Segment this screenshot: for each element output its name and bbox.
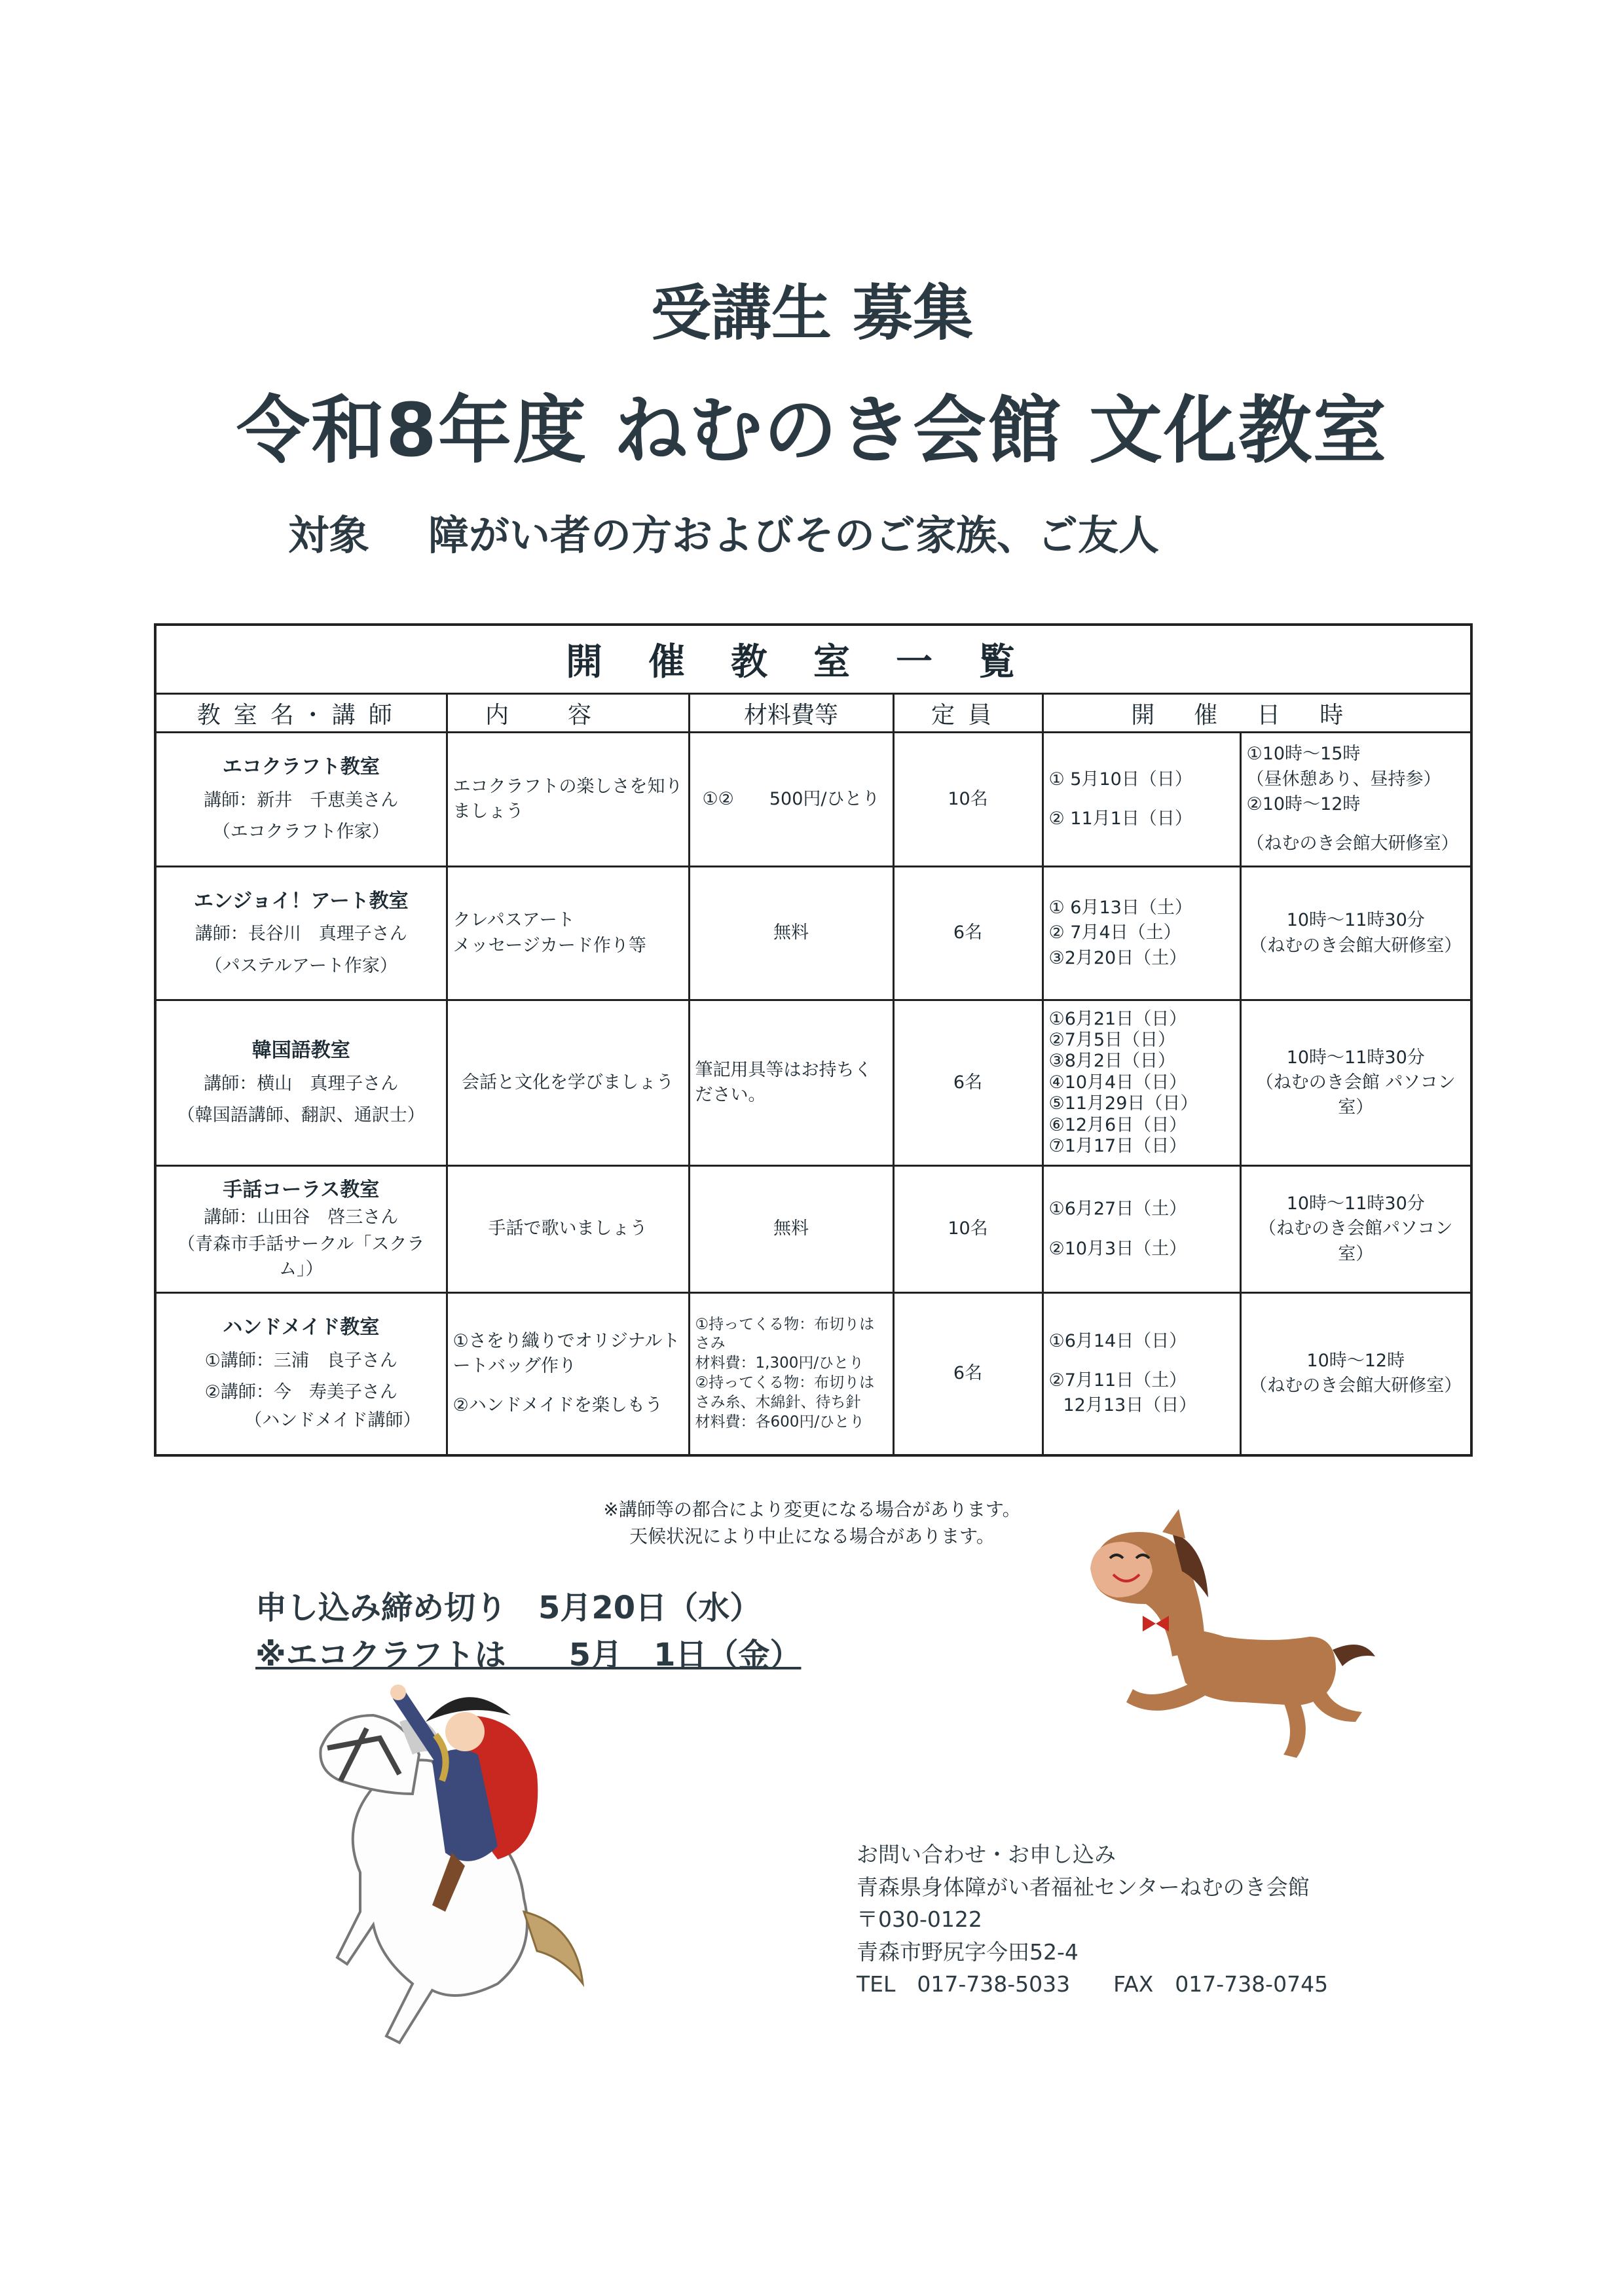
times-cell: 10時～11時30分 （ねむのき会館大研修室） [1240,867,1471,1000]
class-name-cell [155,733,447,867]
capacity-cell: 6名 [893,867,1043,1000]
page-title: 令和8年度 ねむのき会館 文化教室 [236,388,1388,473]
material-cell: 無料 [689,867,893,1000]
times-cell: 10時～12時 （ねむのき会館大研修室） [1240,1293,1471,1455]
teacher-name: ②講師：今 寿美子さん [204,1382,397,1403]
teacher-note: （エコクラフト作家） [212,822,390,843]
teacher-note: （ハンドメイド講師） [244,1410,421,1430]
teacher-name: 講師：横山 真理子さん [204,1073,399,1094]
column-header: 教室名･講師 [155,694,447,733]
table-row [155,1293,1471,1455]
recruit-heading: 受講生 募集 [650,278,974,348]
table-title: 開催教室一覧 [155,625,1471,694]
table-row [155,733,1471,867]
dates-cell: ①6月21日（日） ②7月5日（日） ③8月2日（日） ④10月4日（日） ⑤11月29日（日） ⑥12月6日（日） ⑦1月17日（日） [1043,1000,1240,1166]
teacher-name: 講師：新井 千恵美さん [204,790,399,811]
capacity-cell: 6名 [893,1293,1043,1455]
brown-horse-illustration [1074,1506,1388,1781]
teacher-note: （韓国語講師、翻訳、通訳士） [177,1105,425,1126]
times-cell: 10時～11時30分 （ねむのき会館 パソコン室） [1240,1000,1471,1166]
teacher-name: 講師：長谷川 真理子さん [194,924,407,945]
deadline-ecocraft: ※エコクラフトは 5月 1日（金） [255,1637,802,1673]
capacity-cell: 10名 [893,733,1043,867]
target-audience [288,503,1159,561]
material-cell: 無料 [689,1166,893,1293]
class-name-cell [155,1166,447,1293]
content-cell: クレパスアート メッセージカード作り等 [447,867,689,1000]
content-cell: エコクラフトの楽しさを知りましょう [447,733,689,867]
class-name: ハンドメイド教室 [223,1316,380,1339]
class-schedule-table [154,623,1473,1457]
class-name: 手話コーラス教室 [223,1178,380,1201]
table-header-row [155,694,1471,733]
column-header: 定員 [893,694,1043,733]
dates-cell: ① 5月10日（日） ② 11月1日（日） [1043,733,1240,867]
dates-cell: ①6月27日（土） ②10月3日（土） [1043,1166,1240,1293]
contact-heading: お問い合わせ・お申し込み [857,1842,1116,1867]
teacher-name: 講師：山田谷 啓三さん [204,1207,399,1228]
column-header: 開催日時 [1043,694,1471,733]
contact-postal-code: 〒030-0122 [857,1906,982,1932]
application-deadline [255,1584,801,1679]
table-row [155,867,1471,1000]
class-name: エンジョイ！アート教室 [193,889,409,913]
column-header: 内容 [447,694,689,733]
dates-cell: ①6月14日（日） ②7月11日（土） 12月13日（日） [1043,1293,1240,1455]
content-cell: 手話で歌いましょう [447,1166,689,1293]
change-notice: ※講師等の都合により変更になる場合があります。 天候状況により中止になる場合があります。 [603,1499,1021,1547]
target-label: 対象 [288,511,370,559]
table-row [155,1000,1471,1166]
teacher-note: （パステルアート作家） [204,955,397,976]
deadline-main: 申し込み締め切り 5月20日（水） [255,1590,762,1626]
capacity-cell: 10名 [893,1166,1043,1293]
contact-address: 青森市野尻字今田52-4 [857,1939,1079,1965]
class-name-cell [155,1000,447,1166]
material-cell: ①② 500円/ひとり [689,733,893,867]
class-name-cell [155,867,447,1000]
class-name: エコクラフト教室 [222,756,380,779]
contact-phone-fax: TEL 017-738-5033 FAX 017-738-0745 [857,1971,1329,1997]
times-cell: ①10時～15時 （昼休憩あり、昼持参） ②10時～12時 （ねむのき会館大研修室） [1240,733,1471,867]
material-cell: ①持ってくる物：布切りはさみ 材料費：1,300円/ひとり ②持ってくる物：布切りはさみ糸、木綿針、待ち針 材料費：各600円/ひとり [689,1293,893,1455]
material-cell: 筆記用具等はお持ちください。 [689,1000,893,1166]
times-cell: 10時～11時30分 （ねむのき会館パソコン室） [1240,1166,1471,1293]
contact-organization: 青森県身体障がい者福祉センターねむのき会館 [857,1874,1310,1900]
class-name: 韓国語教室 [251,1039,350,1063]
capacity-cell: 6名 [893,1000,1043,1166]
column-header: 材料費等 [689,694,893,733]
dates-cell: ① 6月13日（土） ② 7月4日（土） ③2月20日（土） [1043,867,1240,1000]
napoleon-on-white-horse-illustration [301,1676,616,2082]
target-text: 障がい者の方およびそのご家族、ご友人 [428,511,1160,559]
table-row [155,1166,1471,1293]
class-name-cell [155,1293,447,1455]
content-cell: ①さをり織りでオリジナルトートバッグ作り ②ハンドメイドを楽しもう [447,1293,689,1455]
contact-info [857,1838,1328,2001]
content-cell: 会話と文化を学びましょう [447,1000,689,1166]
teacher-name: ①講師：三浦 良子さん [204,1351,397,1372]
teacher-note: （青森市手話サークル「スクラム」） [177,1233,425,1279]
